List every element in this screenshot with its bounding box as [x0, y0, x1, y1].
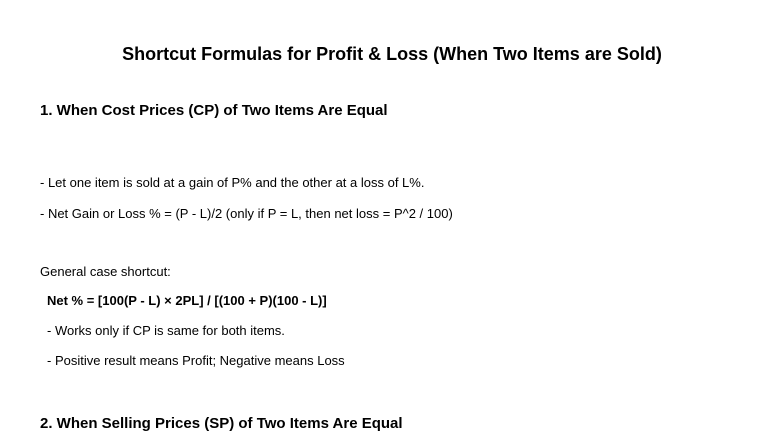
section-2-heading: 2. When Selling Prices (SP) of Two Items Are Equal: [40, 415, 403, 432]
net-percent-formula: Net % = [100(P - L) × 2PL] / [(100 + P)(100 - L)]: [47, 293, 327, 308]
section-1-note-2: - Positive result means Profit; Negative means Loss: [47, 353, 345, 368]
section-1-note-1: - Works only if CP is same for both items.: [47, 323, 285, 338]
document-title: Shortcut Formulas for Profit & Loss (When Two Items are Sold): [122, 44, 662, 64]
section-1-bullet-2: - Net Gain or Loss % = (P - L)/2 (only if P = L, then net loss = P^2 / 100): [40, 206, 453, 221]
section-1-heading: 1. When Cost Prices (CP) of Two Items Are Equal: [40, 102, 388, 119]
general-case-label: General case shortcut:: [40, 264, 171, 279]
section-1-bullet-1: - Let one item is sold at a gain of P% and the other at a loss of L%.: [40, 175, 425, 190]
